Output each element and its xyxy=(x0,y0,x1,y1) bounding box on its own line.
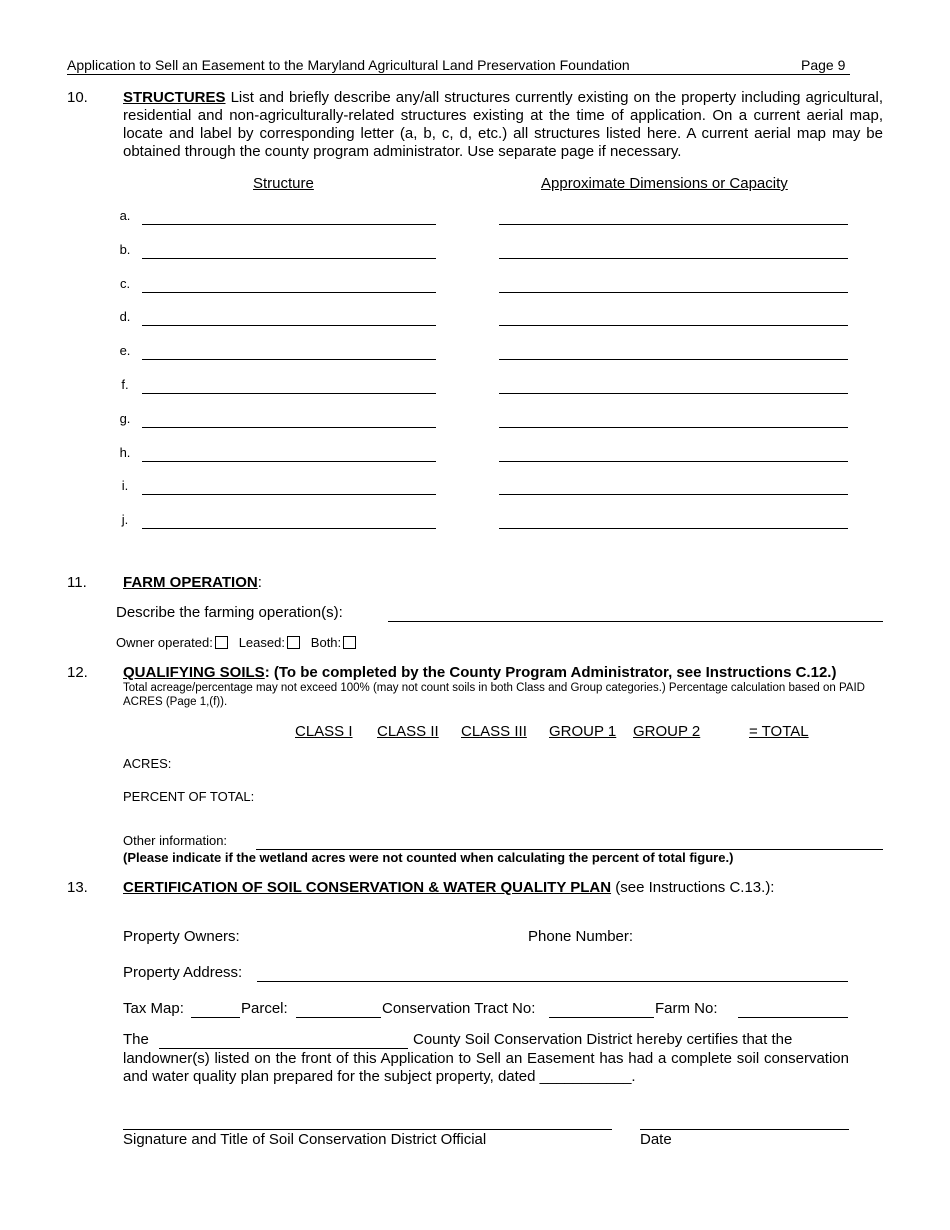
section-10-intro xyxy=(123,89,883,161)
wetland-note: (Please indicate if the wetland acres were not counted when calculating the percent of total figure.) xyxy=(123,850,734,865)
other-information-label: Other information: xyxy=(123,833,228,848)
property-address-field[interactable] xyxy=(257,981,848,982)
section-10-number: 10. xyxy=(67,89,88,106)
conservation-tract-label: Conservation Tract No: xyxy=(382,1000,536,1017)
section-12-heading: QUALIFYING SOILS xyxy=(123,664,265,681)
date-field[interactable] xyxy=(640,1129,849,1130)
class-3-column: CLASS III xyxy=(461,723,527,740)
section-13-number: 13. xyxy=(67,879,88,896)
structure-field[interactable] xyxy=(142,528,436,529)
structure-field[interactable] xyxy=(142,359,436,360)
structure-field[interactable] xyxy=(142,325,436,326)
describe-operation-label: Describe the farming operation(s): xyxy=(116,604,343,621)
dimensions-column-header: Approximate Dimensions or Capacity xyxy=(541,175,788,192)
group-2-column: GROUP 2 xyxy=(633,723,701,740)
owner-operated-label: Owner operated: xyxy=(116,635,213,650)
operation-type-options xyxy=(116,635,356,650)
structure-column-header: Structure xyxy=(253,175,314,192)
conservation-tract-field[interactable] xyxy=(549,1017,654,1018)
certification-the: The xyxy=(123,1031,149,1048)
dimensions-field[interactable] xyxy=(499,494,848,495)
structure-row-letter: j. xyxy=(121,512,129,528)
section-12-number: 12. xyxy=(67,664,88,681)
structure-field[interactable] xyxy=(142,494,436,495)
structure-row-letter: g. xyxy=(119,410,131,426)
dimensions-field[interactable] xyxy=(499,325,848,326)
date-label: Date xyxy=(640,1131,672,1148)
section-13-suffix: (see Instructions C.13.): xyxy=(615,879,775,896)
section-11-heading: FARM OPERATION xyxy=(123,574,258,591)
phone-number-label: Phone Number: xyxy=(528,928,634,945)
header-rule xyxy=(67,74,850,75)
tax-map-field[interactable] xyxy=(191,1017,240,1018)
dimensions-field[interactable] xyxy=(499,528,848,529)
both-label: Both: xyxy=(310,635,342,650)
structure-row-letter: d. xyxy=(119,309,131,325)
describe-operation-field[interactable] xyxy=(388,621,883,622)
class-2-column: CLASS II xyxy=(377,723,439,740)
group-1-column: GROUP 1 xyxy=(549,723,617,740)
signature-label: Signature and Title of Soil Conservation District Official xyxy=(123,1131,487,1148)
structure-field[interactable] xyxy=(142,224,436,225)
owner-operated-checkbox[interactable] xyxy=(215,636,228,649)
certification-county-text: County Soil Conservation District hereby certifies that the xyxy=(413,1031,793,1048)
leased-label: Leased: xyxy=(238,635,285,650)
page-number: Page 9 xyxy=(801,57,846,73)
structure-field[interactable] xyxy=(142,258,436,259)
structure-field[interactable] xyxy=(142,393,436,394)
structure-row-letter: e. xyxy=(119,343,131,359)
structure-field[interactable] xyxy=(142,461,436,462)
structure-row-letter: f. xyxy=(121,377,129,392)
structure-field[interactable] xyxy=(142,427,436,428)
section-13-title xyxy=(123,879,774,897)
county-name-field[interactable] xyxy=(159,1048,408,1049)
leased-checkbox[interactable] xyxy=(287,636,300,649)
structure-row-letter: b. xyxy=(119,241,131,257)
farm-number-label: Farm No: xyxy=(655,1000,718,1017)
structure-row-letter: i. xyxy=(121,478,129,494)
parcel-field[interactable] xyxy=(296,1017,381,1018)
section-12-title: QUALIFYING SOILS: (To be completed by the County Program Administrator, see Instructions C.12.) xyxy=(123,664,837,681)
certification-body: landowner(s) listed on the front of this Application to Sell an Easement has had a complete soil conservation and water quality plan prepared for the subject property, dated ___________. xyxy=(123,1050,849,1085)
section-10-body: List and briefly describe any/all structures currently existing on the property including agricultural, residential and non-agriculturally-related structures existing at the time of application. On a current aerial map, locate and label by corresponding letter (a, b, c, d, etc.) all structures listed here. A current aerial map may be obtained through the county program administrator. Use separate page if necessary. xyxy=(123,89,884,160)
section-13-heading: CERTIFICATION OF SOIL CONSERVATION & WATER QUALITY PLAN xyxy=(123,879,612,896)
class-1-column: CLASS I xyxy=(295,723,353,740)
farm-number-field[interactable] xyxy=(738,1017,848,1018)
section-12-subheading: (To be completed by the County Program Administrator, see Instructions C.12.) xyxy=(273,664,837,681)
acres-label: ACRES: xyxy=(123,756,172,771)
section-11-number: 11. xyxy=(67,574,87,591)
section-12-note: Total acreage/percentage may not exceed 100% (may not count soils in both Class and Group categories.) Percentage calculation based on PAID ACRES (Page 1,(f)). xyxy=(123,682,865,708)
structure-field[interactable] xyxy=(142,292,436,293)
header-title: Application to Sell an Easement to the Maryland Agricultural Land Preservation Foundation xyxy=(67,57,630,73)
tax-map-label: Tax Map: xyxy=(123,1000,184,1017)
section-10-heading: STRUCTURES xyxy=(123,89,226,106)
property-owners-label: Property Owners: xyxy=(123,928,240,945)
dimensions-field[interactable] xyxy=(499,292,848,293)
dimensions-field[interactable] xyxy=(499,258,848,259)
dimensions-field[interactable] xyxy=(499,393,848,394)
structure-row-letter: a. xyxy=(119,208,131,223)
parcel-label: Parcel: xyxy=(241,1000,288,1017)
dimensions-field[interactable] xyxy=(499,461,848,462)
signature-field[interactable] xyxy=(123,1129,612,1130)
percent-of-total-label: PERCENT OF TOTAL: xyxy=(123,789,255,804)
total-column: = TOTAL xyxy=(749,723,809,740)
structure-row-letter: h. xyxy=(119,444,131,460)
both-checkbox[interactable] xyxy=(343,636,356,649)
section-11-title: FARM OPERATION: xyxy=(123,574,262,591)
dimensions-field[interactable] xyxy=(499,359,848,360)
structure-row-letter: c. xyxy=(119,275,131,291)
dimensions-field[interactable] xyxy=(499,427,848,428)
dimensions-field[interactable] xyxy=(499,224,848,225)
property-address-label: Property Address: xyxy=(123,964,243,981)
